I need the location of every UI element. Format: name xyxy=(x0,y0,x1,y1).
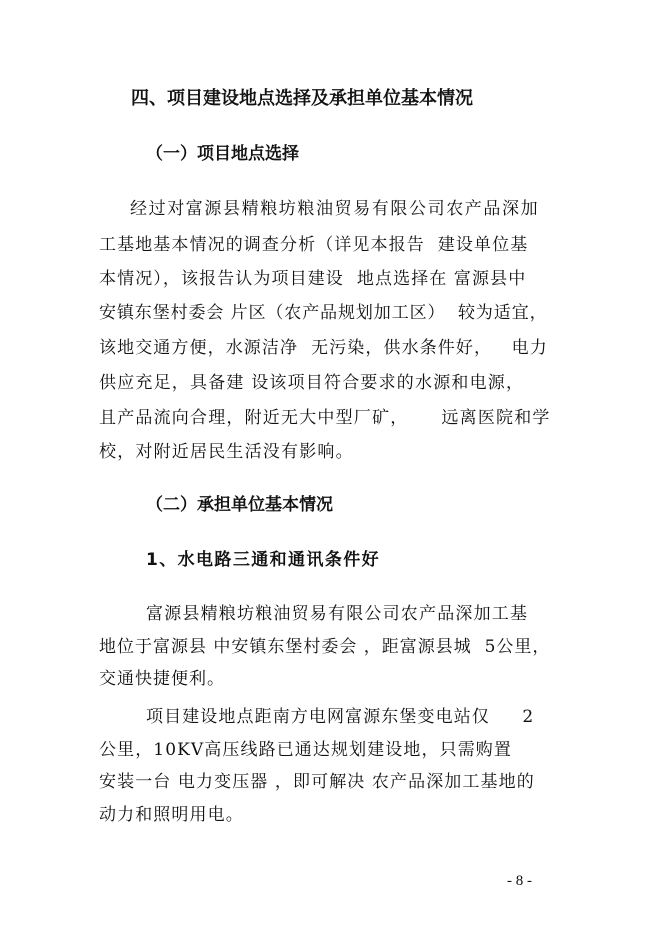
paragraph-line: 动力和照明用电。 xyxy=(99,805,244,825)
paragraph-line: 交通快捷便利。 xyxy=(99,669,225,689)
paragraph-line: 公里，10KV高压线路已通达规划建设地，只需购置 xyxy=(99,740,513,760)
item-title-utilities: 1、水电路三通和通讯条件好 xyxy=(146,550,381,570)
paragraph-line: 校，对附近居民生活没有影响。 xyxy=(99,442,354,462)
subsection-title-unit-info: （二）承担单位基本情况 xyxy=(146,495,333,515)
section-title: 四、项目建设地点选择及承担单位基本情况 xyxy=(131,88,473,109)
subsection-title-site-selection: （一）项目地点选择 xyxy=(146,144,299,164)
paragraph-line: 供应充足，具备建 设该项目符合要求的水源和电源， xyxy=(99,373,525,393)
paragraph-line: 经过对富源县精粮坊粮油贸易有限公司农产品深加 xyxy=(130,199,540,219)
paragraph-line: 本情况），该报告认为项目建设 地点选择在 富源县中 xyxy=(99,269,527,289)
page-number: - 8 - xyxy=(507,873,532,889)
paragraph-line: 该地交通方便，水源洁净 无污染，供水条件好， 电力 xyxy=(99,338,548,358)
paragraph-line: 安装一台 电力变压器 ，即可解决 农产品深加工基地的 xyxy=(99,772,535,792)
paragraph-line: 项目建设地点距南方电网富源东堡变电站仅 2 xyxy=(146,707,535,727)
paragraph-line: 地位于富源县 中安镇东堡村委会 ，距富源县城 5公里， xyxy=(99,637,551,657)
paragraph-line: 富源县精粮坊粮油贸易有限公司农产品深加工基 xyxy=(146,604,529,624)
paragraph-line: 工基地基本情况的调查分析（详见本报告 建设单位基 xyxy=(99,235,529,255)
paragraph-line: 安镇东堡村委会 片区（农产品规划加工区） 较为适宜， xyxy=(99,303,548,323)
paragraph-line: 且产品流向合理，附近无大中型厂矿， 远离医院和学 xyxy=(99,408,551,428)
